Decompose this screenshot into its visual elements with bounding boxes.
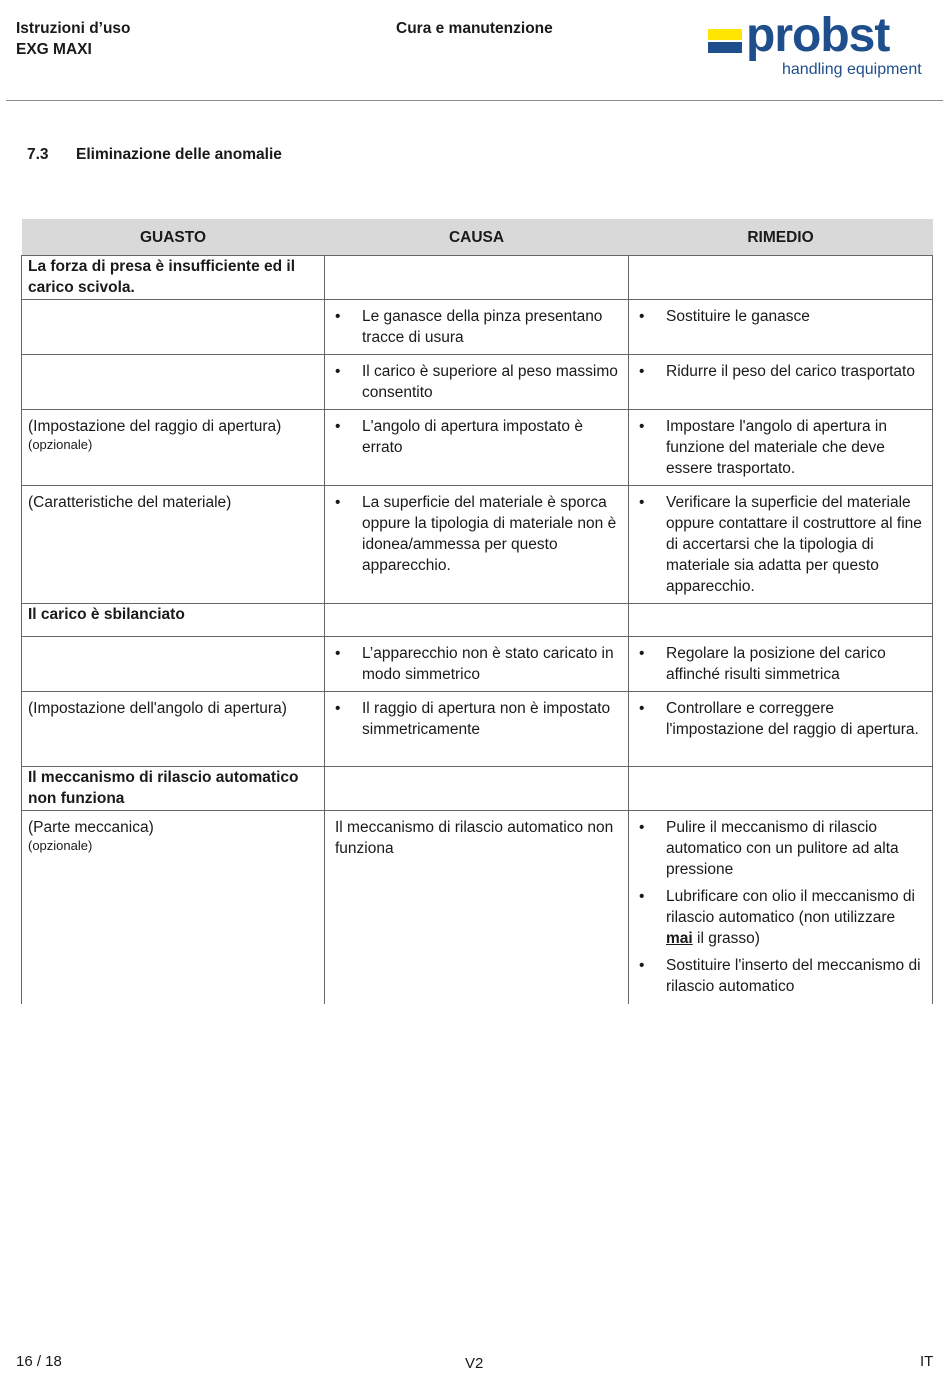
rimedio-item: • Ridurre il peso del carico trasportato (635, 361, 926, 382)
table-row (22, 692, 933, 767)
table-row (22, 604, 933, 637)
column-header-causa: CAUSA (325, 219, 629, 256)
guasto-cell: Il carico è sbilanciato (22, 604, 325, 637)
table-header-row (22, 219, 933, 256)
guasto-cell: Il meccanismo di rilascio automatico non funziona (22, 767, 325, 811)
logo-wordmark: probst (746, 9, 890, 62)
guasto-cell (22, 811, 325, 1004)
guasto-label: (Impostazione del raggio di apertura) (28, 418, 282, 435)
logo-yellow-bar (708, 29, 742, 40)
emphasis-mai: mai (666, 930, 693, 947)
rimedio-cell (629, 410, 933, 486)
logo-tagline: handling equipment (782, 61, 922, 78)
causa-item: • Il carico è superiore al peso massimo consentito (331, 361, 622, 403)
model-name: EXG MAXI (16, 41, 92, 58)
table-row (22, 410, 933, 486)
guasto-note: (opzionale) (28, 838, 93, 853)
rimedio-cell (629, 637, 933, 692)
rimedio-cell (629, 811, 933, 1004)
causa-cell: Il meccanismo di rilascio automatico non funziona (325, 811, 629, 1004)
rimedio-item: • Regolare la posizione del carico affinché risulti simmetrica (635, 643, 926, 685)
rimedio-item: • Pulire il meccanismo di rilascio automatico con un pulitore ad alta pressione (635, 817, 926, 880)
rimedio-cell (629, 486, 933, 604)
rimedio-item: • Sostituire l'inserto del meccanismo di rilascio automatico (635, 955, 926, 997)
guasto-cell (22, 410, 325, 486)
column-header-guasto: GUASTO (22, 219, 325, 256)
rimedio-item: • Lubrificare con olio il meccanismo di rilascio automatico (non utilizzare mai il grasso) (635, 886, 926, 949)
doc-type: Istruzioni d’uso (16, 20, 131, 37)
causa-cell (325, 486, 629, 604)
causa-item: • Le ganasce della pinza presentano tracce di usura (331, 306, 622, 348)
section-heading (27, 145, 282, 165)
guasto-cell: (Impostazione dell'angolo di apertura) (22, 692, 325, 767)
table-row (22, 811, 933, 1004)
causa-cell (325, 410, 629, 486)
rimedio-cell (629, 604, 933, 637)
troubleshooting-table (21, 219, 933, 1004)
table-row (22, 637, 933, 692)
section-number: 7.3 (27, 146, 49, 163)
causa-item: • L'angolo di apertura impostato è errato (331, 416, 622, 458)
rimedio-cell (629, 692, 933, 767)
chapter-title: Cura e manutenzione (396, 20, 553, 37)
causa-cell (325, 767, 629, 811)
guasto-label: (Parte meccanica) (28, 819, 154, 836)
rimedio-item: • Controllare e correggere l'impostazione del raggio di apertura. (635, 698, 926, 740)
causa-cell (325, 355, 629, 410)
table-row (22, 767, 933, 811)
table-row (22, 355, 933, 410)
causa-cell (325, 604, 629, 637)
column-header-rimedio: RIMEDIO (629, 219, 933, 256)
probst-logo (708, 9, 936, 84)
guasto-cell (22, 637, 325, 692)
causa-cell (325, 637, 629, 692)
guasto-cell (22, 300, 325, 355)
causa-cell (325, 300, 629, 355)
guasto-cell: La forza di presa è insufficiente ed il carico scivola. (22, 256, 325, 300)
language-code: IT (920, 1353, 934, 1370)
causa-cell (325, 256, 629, 300)
section-title: Eliminazione delle anomalie (76, 146, 282, 163)
rimedio-item: • Verificare la superficie del materiale oppure contattare il costruttore al fine di accertarsi che la tipologia di materiale sia adatta per questo apparecchio. (635, 492, 926, 597)
rimedio-cell (629, 300, 933, 355)
guasto-cell: (Caratteristiche del materiale) (22, 486, 325, 604)
rimedio-cell (629, 355, 933, 410)
causa-item: • La superficie del materiale è sporca oppure la tipologia di materiale non è idonea/ammessa per questo apparecchio. (331, 492, 622, 576)
table-row (22, 486, 933, 604)
causa-item: • L’apparecchio non è stato caricato in modo simmetrico (331, 643, 622, 685)
guasto-cell (22, 355, 325, 410)
rimedio-cell (629, 256, 933, 300)
rimedio-item: • Sostituire le ganasce (635, 306, 926, 327)
table-row (22, 300, 933, 355)
version-label: V2 (465, 1355, 484, 1372)
table-row (22, 256, 933, 300)
guasto-note: (opzionale) (28, 437, 93, 452)
causa-item: • Il raggio di apertura non è impostato simmetricamente (331, 698, 622, 740)
causa-cell (325, 692, 629, 767)
header-left (16, 18, 131, 60)
header-divider (6, 100, 943, 101)
rimedio-item: • Impostare l'angolo di apertura in funzione del materiale che deve essere trasportato. (635, 416, 926, 479)
rimedio-cell (629, 767, 933, 811)
page-number: 16 / 18 (16, 1353, 62, 1370)
logo-blue-bar (708, 42, 742, 53)
